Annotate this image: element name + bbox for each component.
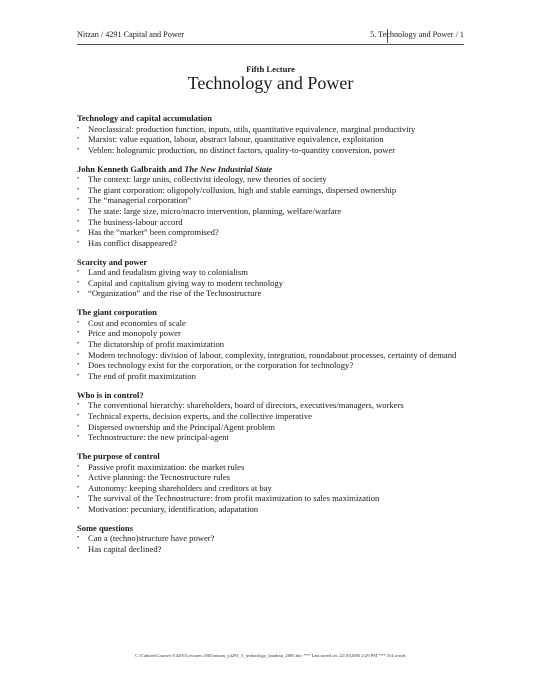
list-item: • Modern technology: division of labour, complexity, integration, roundabout processes, certainty of demand (77, 350, 477, 361)
header-rule (77, 44, 464, 45)
list-item: • Marxist: value equation, labour, abstract labour, quantitative equivalence, exploitation (77, 134, 477, 145)
bullet-list (77, 124, 477, 156)
page-footer: C:\Cabinet\Courses\Y4291\Lectures 2005\nitzan_y4291_5_technology_handout_2005.doc *** Last saved on: 22/10/2005 2:29 PM *** 314 words (135, 653, 406, 658)
list-item: • Passive profit maximization: the market rules (77, 462, 477, 473)
section-purpose (77, 451, 477, 514)
list-item: • Dispersed ownership and the Principal/Agent problem (77, 422, 477, 433)
list-item: • The survival of the Technostructure: from profit maximization to sales maximization (77, 493, 477, 504)
list-item: • Technical experts, decision experts, and the collective imperative (77, 411, 477, 422)
section-scarcity (77, 257, 477, 299)
section-technology (77, 113, 477, 155)
section-heading: Technology and capital accumulation (77, 113, 212, 123)
section-heading: Scarcity and power (77, 256, 148, 267)
list-item: • Cost and economies of scale (77, 318, 477, 329)
bullet-list (77, 533, 477, 554)
header-course: Nitzan / 4291 Capital and Power (77, 30, 185, 39)
list-item: • The giant corporation: oligopoly/collusion, high and stable earnings, dispersed ownership (77, 185, 477, 196)
section-galbraith (77, 164, 477, 249)
page-title: Technology and Power (187, 73, 354, 93)
list-item: • The context: large units, collectivist ideology, new theories of society (77, 174, 477, 185)
section-giant-corporation (77, 307, 477, 381)
list-item: • Can a (techno)structure have power? (77, 533, 477, 544)
list-item: • Active planning: the Tecnostructure rules (77, 472, 477, 483)
bullet-list (77, 318, 477, 382)
list-item: • Price and monopoly power (77, 328, 477, 339)
lecture-label: Fifth Lecture (246, 64, 295, 74)
list-item: • Neoclassical: production function, inputs, utils, quantitative equivalence, marginal productivity (77, 124, 477, 135)
list-item: • Motivation: pecuniary, identification, adapatation (77, 504, 477, 515)
list-item: • Has the “market” been compromised? (77, 227, 477, 238)
list-item: • Land and feudalism giving way to colonialism (77, 267, 477, 278)
list-item: • Technostructure: the new principal-agent (77, 432, 477, 443)
list-item: • The business-labour accord (77, 217, 477, 228)
header-page: 5. Technology and Power / 1 (370, 30, 464, 39)
list-item: • Veblen: hologramic production, no distinct factors, quality-to-quantity conversion, power (77, 145, 477, 156)
bullet-list (77, 400, 477, 442)
list-item: • Does technology exist for the corporation, or the corporation for technology? (77, 360, 477, 371)
list-item: • Autonomy: keeping shareholders and creditors at bay (77, 483, 477, 494)
list-item: • The “managerial corporation” (77, 195, 477, 206)
section-heading: Who is in control? (77, 389, 144, 400)
page-header (77, 29, 464, 43)
list-item: • The dictatorship of profit maximization (77, 339, 477, 350)
section-heading: Some questions (77, 522, 133, 533)
section-heading (77, 164, 477, 175)
list-item: • Has capital declined? (77, 544, 477, 555)
list-item: • The conventional hierarchy: shareholders, board of directors, executives/managers, workers (77, 400, 477, 411)
list-item: • “Organization” and the rise of the Technostructure (77, 288, 477, 299)
bullet-list (77, 462, 477, 515)
list-item: • Has conflict disappeared? (77, 238, 477, 249)
section-control (77, 390, 477, 443)
book-title: The New Industrial State (184, 163, 273, 174)
content (77, 113, 477, 563)
bullet-list (77, 174, 477, 248)
bullet-list (77, 267, 477, 299)
list-item: • The state: large size, micro/macro intervention, planning, welfare/warfare (77, 206, 477, 217)
section-heading-text: John Kenneth Galbraith and (77, 163, 183, 174)
section-heading: The purpose of control (77, 451, 160, 462)
section-questions (77, 523, 477, 555)
list-item: • Capital and capitalism giving way to modern technology (77, 278, 477, 289)
section-heading: The giant corporation (77, 307, 157, 318)
list-item: • The end of profit maximization (77, 371, 477, 382)
